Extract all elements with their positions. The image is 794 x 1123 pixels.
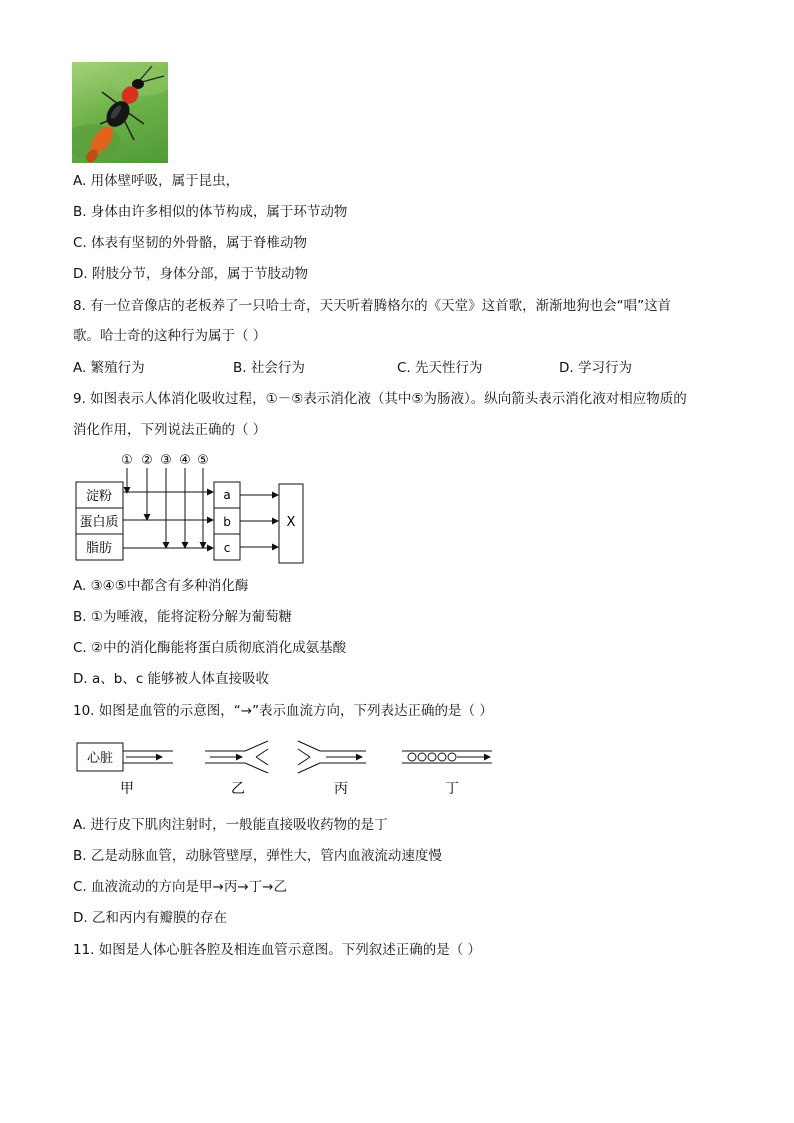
product-a: a bbox=[223, 488, 231, 502]
juice-label-1: ① bbox=[121, 453, 133, 468]
q10-option-b: B. 乙是动脉血管，动脉管壁厚，弹性大，管内血液流动速度慢 bbox=[73, 848, 442, 864]
q7-option-c: C. 体表有坚韧的外骨骼，属于脊椎动物 bbox=[73, 235, 308, 251]
q9-stem-line1: 9. 如图表示人体消化吸收过程，①－⑤表示消化液（其中⑤为肠液）。纵向箭头表示消化液对相应物质的 bbox=[73, 391, 687, 407]
insect-photo bbox=[72, 62, 168, 163]
q10-stem: 10. 如图是血管的示意图，“→”表示血流方向，下列表达正确的是（ ） bbox=[73, 703, 493, 719]
q8-option-b: B. 社会行为 bbox=[233, 360, 305, 376]
q11-stem: 11. 如图是人体心脏各腔及相连血管示意图。下列叙述正确的是（ ） bbox=[73, 942, 482, 958]
q7-option-b: B. 身体由许多相似的体节构成，属于环节动物 bbox=[73, 204, 348, 220]
q9-stem-line2: 消化作用，下列说法正确的（ ） bbox=[73, 422, 267, 438]
q9-option-d: D. a、b、c 能够被人体直接吸收 bbox=[73, 671, 270, 687]
juice-label-2: ② bbox=[141, 453, 153, 468]
blood-vessel-diagram bbox=[70, 735, 510, 801]
q7-option-d: D. 附肢分节，身体分部，属于节肢动物 bbox=[73, 266, 308, 282]
vessel-label-jia: 甲 bbox=[120, 781, 134, 797]
q9-option-c: C. ②中的消化酶能将蛋白质彻底消化成氨基酸 bbox=[73, 640, 347, 656]
vessel-label-ding: 丁 bbox=[445, 781, 459, 797]
target-x: X bbox=[286, 515, 296, 530]
q8-option-d: D. 学习行为 bbox=[559, 360, 632, 376]
insect-illustration bbox=[72, 62, 168, 163]
product-c: c bbox=[223, 541, 231, 555]
substance-fat: 脂肪 bbox=[85, 541, 113, 556]
heart-label: 心脏 bbox=[86, 751, 114, 766]
q9-option-b: B. ①为唾液，能将淀粉分解为葡萄糖 bbox=[73, 609, 292, 625]
vessel-label-bing: 丙 bbox=[334, 781, 348, 797]
q10-option-a: A. 进行皮下肌肉注射时，一般能直接吸收药物的是丁 bbox=[73, 817, 388, 833]
digestion-diagram bbox=[70, 448, 320, 568]
q8-option-a: A. 繁殖行为 bbox=[73, 360, 145, 376]
substance-protein: 蛋白质 bbox=[79, 515, 119, 530]
q8-stem-line2: 歌。哈士奇的这种行为属于（ ） bbox=[73, 328, 267, 344]
juice-label-3: ③ bbox=[160, 453, 172, 468]
q7-option-a: A. 用体壁呼吸，属于昆虫， bbox=[73, 173, 240, 189]
q8-option-c: C. 先天性行为 bbox=[397, 360, 483, 376]
q9-option-a: A. ③④⑤中都含有多种消化酶 bbox=[73, 578, 249, 594]
vessel-label-yi: 乙 bbox=[231, 781, 245, 797]
q8-stem-line1: 8. 有一位音像店的老板养了一只哈士奇，天天听着腾格尔的《天堂》这首歌，渐渐地狗也会“唱”这首 bbox=[73, 298, 672, 314]
juice-label-4: ④ bbox=[179, 453, 191, 468]
q10-option-d: D. 乙和丙内有瓣膜的存在 bbox=[73, 910, 227, 926]
q10-option-c: C. 血液流动的方向是甲→丙→丁→乙 bbox=[73, 879, 287, 895]
substance-starch: 淀粉 bbox=[85, 489, 113, 504]
product-b: b bbox=[223, 515, 231, 529]
juice-label-5: ⑤ bbox=[197, 453, 209, 468]
